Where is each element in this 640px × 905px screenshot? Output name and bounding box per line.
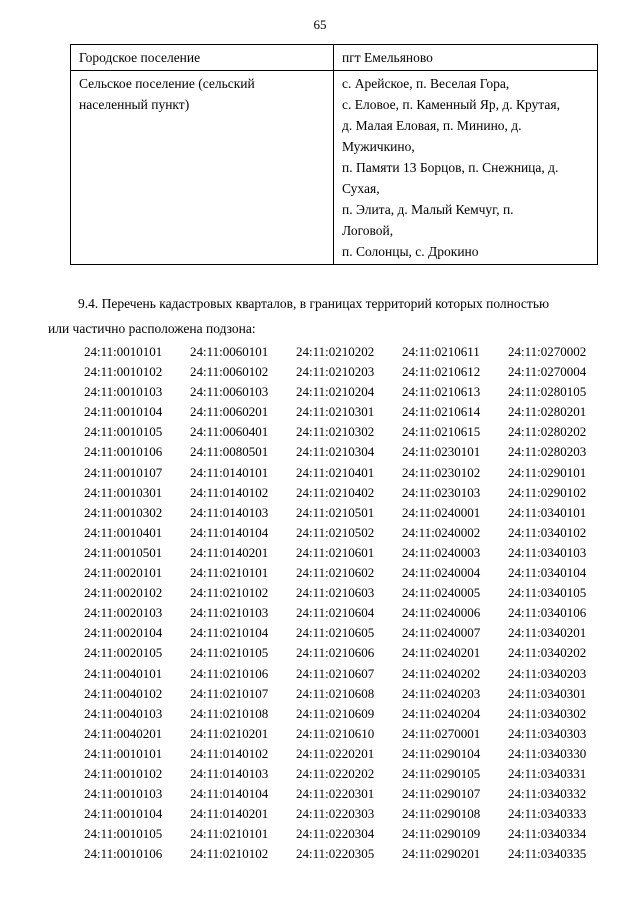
table-row (71, 71, 598, 265)
cadastral-code: 24:11:0210610 (296, 725, 375, 741)
cadastral-code: 24:11:0210301 (296, 404, 375, 420)
cadastral-code: 24:11:0020102 (84, 585, 163, 601)
section-heading (48, 291, 600, 341)
cadastral-code: 24:11:0240203 (402, 685, 481, 701)
cadastral-code: 24:11:0270004 (508, 364, 587, 380)
cadastral-code: 24:11:0140101 (190, 464, 269, 480)
cadastral-code: 24:11:0240004 (402, 565, 481, 581)
cadastral-code: 24:11:0240201 (402, 645, 481, 661)
cadastral-code: 24:11:0240002 (402, 524, 481, 540)
cadastral-code: 24:11:0210108 (190, 705, 269, 721)
cadastral-code: 24:11:0010102 (84, 765, 163, 781)
cadastral-codes-row (84, 724, 614, 744)
cadastral-code: 24:11:0040103 (84, 705, 163, 721)
cadastral-codes-row (84, 804, 614, 824)
cell-line: д. Малая Еловая, п. Минино, д. (342, 118, 522, 133)
cell-line: Сельское поселение (сельский (79, 76, 255, 91)
cadastral-code: 24:11:0210601 (296, 544, 375, 560)
cadastral-codes-row (84, 422, 614, 442)
cadastral-code: 24:11:0210604 (296, 605, 375, 621)
cadastral-code: 24:11:0010103 (84, 384, 163, 400)
cadastral-code: 24:11:0340106 (508, 605, 587, 621)
cadastral-code: 24:11:0290104 (402, 745, 481, 761)
cadastral-code: 24:11:0290109 (402, 826, 481, 842)
cadastral-code: 24:11:0010101 (84, 344, 163, 359)
cadastral-codes-row (84, 523, 614, 543)
cadastral-code: 24:11:0340104 (508, 565, 587, 581)
cadastral-code: 24:11:0240204 (402, 705, 481, 721)
cadastral-code: 24:11:0210612 (402, 364, 481, 380)
cadastral-codes-row (84, 402, 614, 422)
cadastral-codes-row (84, 483, 614, 503)
cadastral-code: 24:11:0010104 (84, 404, 163, 420)
cadastral-code: 24:11:0140201 (190, 544, 269, 560)
cadastral-code: 24:11:0040201 (84, 725, 163, 741)
cadastral-code: 24:11:0210102 (190, 846, 269, 862)
cadastral-code: 24:11:0220301 (296, 786, 375, 802)
cadastral-code: 24:11:0240001 (402, 504, 481, 520)
section-heading-text: 9.4. Перечень кадастровых кварталов, в границах территорий которых полностью (78, 296, 550, 311)
cadastral-codes-row (84, 382, 614, 402)
cadastral-code: 24:11:0340302 (508, 705, 587, 721)
cadastral-code: 24:11:0010105 (84, 826, 163, 842)
cadastral-code: 24:11:0220202 (296, 765, 375, 781)
cadastral-code: 24:11:0010501 (84, 544, 163, 560)
cadastral-code: 24:11:0210101 (190, 565, 269, 581)
cadastral-code: 24:11:0040101 (84, 665, 163, 681)
cell-line: пгт Емельяново (342, 50, 433, 65)
cadastral-code: 24:11:0240003 (402, 544, 481, 560)
cadastral-code: 24:11:0340330 (508, 745, 587, 761)
cadastral-code: 24:11:0210614 (402, 404, 481, 420)
cadastral-code: 24:11:0290201 (402, 846, 481, 862)
cadastral-code: 24:11:0240005 (402, 585, 481, 601)
cadastral-code: 24:11:0060102 (190, 364, 269, 380)
cadastral-code: 24:11:0220304 (296, 826, 375, 842)
cadastral-code: 24:11:0290102 (508, 484, 587, 500)
cadastral-codes-row (84, 583, 614, 603)
cadastral-codes-row (84, 563, 614, 583)
cadastral-codes-row (84, 784, 614, 804)
cadastral-code: 24:11:0210105 (190, 645, 269, 661)
cadastral-code: 24:11:0210602 (296, 565, 375, 581)
cell-line: п. Элита, д. Малый Кемчуг, п. (342, 202, 514, 217)
cadastral-code: 24:11:0240007 (402, 625, 481, 641)
cadastral-code: 24:11:0340332 (508, 786, 587, 802)
cadastral-codes-row (84, 664, 614, 684)
cadastral-code: 24:11:0210608 (296, 685, 375, 701)
cadastral-code: 24:11:0340203 (508, 665, 587, 681)
cadastral-code: 24:11:0340333 (508, 806, 587, 822)
table-row (71, 45, 598, 71)
cadastral-code: 24:11:0010102 (84, 364, 163, 380)
cadastral-code: 24:11:0210607 (296, 665, 375, 681)
cadastral-code: 24:11:0220305 (296, 846, 375, 862)
cadastral-code: 24:11:0280201 (508, 404, 587, 420)
cadastral-codes-list (84, 342, 614, 864)
cadastral-code: 24:11:0290105 (402, 765, 481, 781)
cadastral-codes-row (84, 764, 614, 784)
cadastral-code: 24:11:0340202 (508, 645, 587, 661)
cadastral-code: 24:11:0020101 (84, 565, 163, 581)
cadastral-code: 24:11:0010302 (84, 504, 163, 520)
cadastral-code: 24:11:0210103 (190, 605, 269, 621)
cadastral-code: 24:11:0210605 (296, 625, 375, 641)
cadastral-code: 24:11:0340101 (508, 504, 587, 520)
cadastral-code: 24:11:0010106 (84, 444, 163, 460)
cell-line: Логовой, (342, 223, 394, 238)
cadastral-code: 24:11:0010107 (84, 464, 163, 480)
cadastral-code: 24:11:0210603 (296, 585, 375, 601)
cadastral-code: 24:11:0210606 (296, 645, 375, 661)
settlement-type-cell (71, 71, 334, 265)
cadastral-code: 24:11:0140104 (190, 786, 269, 802)
cadastral-code: 24:11:0210502 (296, 524, 375, 540)
cadastral-code: 24:11:0020105 (84, 645, 163, 661)
cadastral-codes-row (84, 844, 614, 864)
cadastral-codes-row (84, 442, 614, 462)
cadastral-code: 24:11:0010101 (84, 745, 163, 761)
cadastral-codes-row (84, 623, 614, 643)
cadastral-code: 24:11:0020103 (84, 605, 163, 621)
cadastral-codes-row (84, 463, 614, 483)
cadastral-code: 24:11:0230102 (402, 464, 481, 480)
cadastral-code: 24:11:0140102 (190, 484, 269, 500)
cadastral-codes-row (84, 643, 614, 663)
cadastral-code: 24:11:0210402 (296, 484, 375, 500)
cadastral-code: 24:11:0010106 (84, 846, 163, 862)
cadastral-code: 24:11:0210615 (402, 424, 481, 440)
settlement-type-cell (71, 45, 334, 71)
cadastral-codes-row (84, 684, 614, 704)
cadastral-codes-row (84, 362, 614, 382)
cadastral-codes-row (84, 603, 614, 623)
cadastral-code: 24:11:0010104 (84, 806, 163, 822)
cadastral-code: 24:11:0340103 (508, 544, 587, 560)
cadastral-code: 24:11:0220303 (296, 806, 375, 822)
cell-line: п. Солонцы, с. Дрокино (342, 244, 479, 259)
cadastral-code: 24:11:0210613 (402, 384, 481, 400)
cadastral-code: 24:11:0210609 (296, 705, 375, 721)
cell-line: Городское поселение (79, 50, 201, 65)
cadastral-code: 24:11:0020104 (84, 625, 163, 641)
cadastral-code: 24:11:0270002 (508, 344, 587, 359)
cadastral-code: 24:11:0210102 (190, 585, 269, 601)
cadastral-code: 24:11:0060201 (190, 404, 269, 420)
cadastral-code: 24:11:0340331 (508, 765, 587, 781)
cadastral-code: 24:11:0210304 (296, 444, 375, 460)
cadastral-code: 24:11:0140103 (190, 765, 269, 781)
cadastral-code: 24:11:0140201 (190, 806, 269, 822)
cadastral-code: 24:11:0290108 (402, 806, 481, 822)
cadastral-code: 24:11:0140103 (190, 504, 269, 520)
cadastral-code: 24:11:0210107 (190, 685, 269, 701)
cadastral-codes-row (84, 543, 614, 563)
cadastral-code: 24:11:0280202 (508, 424, 587, 440)
cadastral-code: 24:11:0010103 (84, 786, 163, 802)
cadastral-code: 24:11:0340334 (508, 826, 587, 842)
cadastral-code: 24:11:0340303 (508, 725, 587, 741)
cadastral-code: 24:11:0340335 (508, 846, 587, 862)
cadastral-code: 24:11:0080501 (190, 444, 269, 460)
cadastral-code: 24:11:0060401 (190, 424, 269, 440)
settlement-names-cell (334, 45, 598, 71)
cadastral-code: 24:11:0280203 (508, 444, 587, 460)
cell-line: Сухая, (342, 181, 380, 196)
cadastral-code: 24:11:0230103 (402, 484, 481, 500)
cadastral-code: 24:11:0340201 (508, 625, 587, 641)
settlements-table (70, 44, 598, 265)
cadastral-code: 24:11:0240202 (402, 665, 481, 681)
cell-line: населенный пункт) (79, 97, 190, 112)
cadastral-code: 24:11:0230101 (402, 444, 481, 460)
cadastral-code: 24:11:0290101 (508, 464, 587, 480)
cadastral-code: 24:11:0140104 (190, 524, 269, 540)
section-heading-line (48, 291, 600, 316)
cadastral-code: 24:11:0060101 (190, 344, 269, 359)
cadastral-code: 24:11:0210302 (296, 424, 375, 440)
settlement-names-cell (334, 71, 598, 265)
cadastral-codes-row (84, 824, 614, 844)
cadastral-code: 24:11:0210104 (190, 625, 269, 641)
cadastral-codes-row (84, 503, 614, 523)
cell-line: с. Еловое, п. Каменный Яр, д. Крутая, (342, 97, 560, 112)
cell-line: п. Памяти 13 Борцов, п. Снежница, д. (342, 160, 559, 175)
cadastral-code: 24:11:0220201 (296, 745, 375, 761)
cadastral-code: 24:11:0280105 (508, 384, 587, 400)
cadastral-code: 24:11:0210201 (190, 725, 269, 741)
cadastral-code: 24:11:0270001 (402, 725, 481, 741)
cadastral-codes-row (84, 704, 614, 724)
cadastral-code: 24:11:0010105 (84, 424, 163, 440)
cadastral-code: 24:11:0210204 (296, 384, 375, 400)
cadastral-code: 24:11:0340301 (508, 685, 587, 701)
cadastral-code: 24:11:0210106 (190, 665, 269, 681)
cadastral-code: 24:11:0340102 (508, 524, 587, 540)
cadastral-code: 24:11:0010401 (84, 524, 163, 540)
cadastral-code: 24:11:0210501 (296, 504, 375, 520)
cadastral-code: 24:11:0140102 (190, 745, 269, 761)
cadastral-codes-row (84, 744, 614, 764)
cadastral-code: 24:11:0210203 (296, 364, 375, 380)
cadastral-code: 24:11:0060103 (190, 384, 269, 400)
cell-line: Мужичкино, (342, 139, 415, 154)
cell-line: с. Арейское, п. Веселая Гора, (342, 76, 510, 91)
cadastral-code: 24:11:0210101 (190, 826, 269, 842)
cadastral-code: 24:11:0010301 (84, 484, 163, 500)
cadastral-code: 24:11:0240006 (402, 605, 481, 621)
cadastral-code: 24:11:0040102 (84, 685, 163, 701)
cadastral-code: 24:11:0210611 (402, 344, 480, 359)
section-heading-line: или частично расположена подзона: (48, 321, 256, 336)
cadastral-code: 24:11:0340105 (508, 585, 587, 601)
cadastral-code: 24:11:0210401 (296, 464, 375, 480)
cadastral-codes-row (84, 342, 614, 362)
cadastral-code: 24:11:0210202 (296, 344, 375, 359)
cadastral-code: 24:11:0290107 (402, 786, 481, 802)
page-number: 65 (313, 17, 327, 32)
